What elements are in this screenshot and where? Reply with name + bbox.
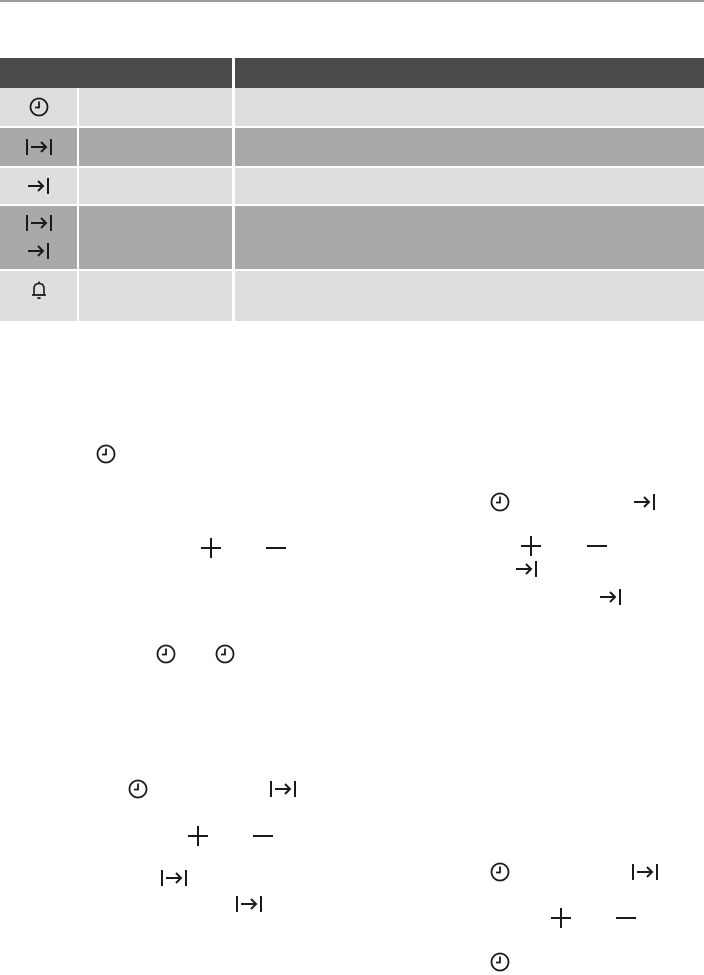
end-time-icon xyxy=(514,558,540,580)
table-row-duration-end-time xyxy=(0,206,704,269)
duration-icon xyxy=(630,861,660,883)
end-time-icon xyxy=(632,491,658,513)
clock-icon xyxy=(127,778,149,800)
clock-icon xyxy=(489,861,511,883)
clock-icon xyxy=(214,643,236,665)
table-row-clock xyxy=(0,88,704,126)
minus-icon xyxy=(251,824,275,848)
plus-icon xyxy=(186,824,210,848)
plus-icon xyxy=(199,536,223,560)
clock-icon xyxy=(489,951,511,973)
duration-icon xyxy=(234,893,264,915)
minus-icon xyxy=(264,536,288,560)
clock-icon xyxy=(95,443,117,465)
duration-icon xyxy=(159,867,189,889)
minus-icon xyxy=(614,906,638,930)
end-time-icon xyxy=(598,586,624,608)
duration-icon xyxy=(24,212,54,234)
end-time-icon xyxy=(26,240,52,262)
table-row-end-time xyxy=(0,168,704,204)
duration-icon xyxy=(24,136,54,158)
bell-icon xyxy=(28,279,50,301)
duration-icon xyxy=(268,778,298,800)
top-rule xyxy=(0,0,704,2)
plus-icon xyxy=(519,534,543,558)
clock-icon xyxy=(155,643,177,665)
clock-icon xyxy=(28,96,50,118)
minus-icon xyxy=(585,534,609,558)
table-header xyxy=(0,58,704,88)
end-time-icon xyxy=(26,175,52,197)
function-table xyxy=(0,58,704,321)
plus-icon xyxy=(549,906,573,930)
clock-icon xyxy=(489,491,511,513)
table-row-duration xyxy=(0,128,704,166)
table-row-bell xyxy=(0,271,704,321)
